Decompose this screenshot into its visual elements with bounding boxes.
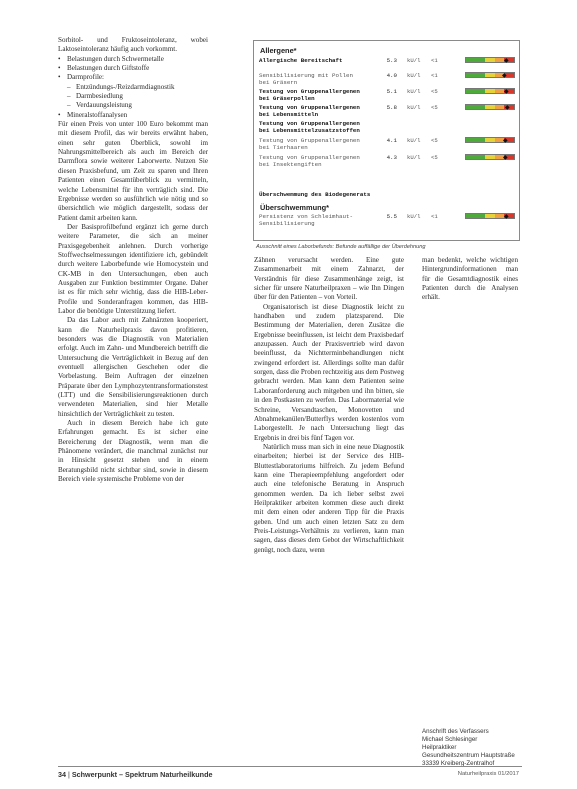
footer-section: Schwerpunkt – Spektrum Naturheilkunde (71, 770, 213, 779)
paragraph: man bedenkt, welche wichtigen Hintergrundinformationen man für die Gesamtdiagnostik eines Patienten durch die Analysen erhält. (422, 256, 518, 302)
paragraph: Da das Labor auch mit Zahnärzten kooperiert, kann die Naturheilpraxis davon profitieren, besonders was die Diagnostik von Materialien erfolgt. Auch im Zahn- und Mundbereich betrifft die Untersuchung die Verträglichkeit in Bezug auf den eventuell allergischen Geschehen oder die Vorbelastung. Beim Auftragen der einzelnen Präparate über den Lymphozytentransformationstest (LTT) und die Sensibilisierungsreaktionen durch verwendeten Materialien, sind hier Metalle hinsichtlich der Verträglichkeit zu testen. (58, 316, 208, 418)
scale-segment (466, 214, 476, 218)
report-row-scale-bar (465, 104, 515, 110)
scale-segment (485, 214, 495, 218)
scale-segment (466, 105, 476, 109)
footer-rule (58, 766, 522, 767)
scale-segment (495, 58, 505, 62)
report-row-unit: kU/l (407, 57, 421, 64)
address-street: Gesundheitszentrum Hauptstraße (422, 752, 515, 759)
author-address (422, 728, 532, 768)
report-row (259, 104, 517, 120)
sub-bullet-item: – Darmbesiedlung (58, 92, 208, 101)
scale-segment (485, 105, 495, 109)
paragraph: Für einen Preis von unter 100 Euro bekommt man mit diesem Profil, das wir bereits erwähnt haben, einen sehr guten Überblick, sowohl im Nahrungsmittelbereich als auch im Bereich der Darmflora sowie weiterer Laborwerte. Nutzen Sie diesen Praxisbefund, um Zeit zu sparen und Ihren Patienten einen Gesamtüberblick zu vermitteln, welche Lebensmittel für ihn verträglich sind. Die Ergebnisse werden so ausführlich wie nötig und so übersichtlich wie möglich dargestellt, sodass der Patient damit arbeiten kann. (58, 120, 208, 222)
scale-segment (485, 89, 495, 93)
address-heading: Anschrift des Verfassers (422, 728, 489, 735)
report-row-scale-bar (465, 137, 515, 143)
bullet-item: • Mineralstoffanalysen (58, 111, 208, 120)
report-row-value: 4.0 (386, 72, 397, 79)
address-city: 33339 Kreiberg-Zentralhof (422, 760, 495, 767)
sub-bullet-item: – Verdauungsleistung (58, 101, 208, 110)
report-row-unit: kU/l (407, 137, 421, 144)
scale-marker-icon: ◆ (505, 104, 510, 111)
scale-segment (476, 155, 486, 159)
bullet-item: • Darmprofile: (58, 73, 208, 82)
bullet-list (58, 55, 208, 120)
report-row-label: Überschwemmung des Biodegenerats (259, 191, 371, 198)
report-row-label: Testung von Gruppenallergenen bei Insektengiften (259, 154, 360, 168)
report-row (259, 72, 517, 88)
scale-segment (476, 105, 486, 109)
report-row-scale-bar (465, 72, 515, 78)
report-row-unit: kU/l (407, 213, 421, 220)
scale-segment (466, 138, 476, 142)
report-row (259, 213, 517, 229)
bullet-item: • Belastungen durch Giftstoffe (58, 64, 208, 73)
report-row-scale-bar (465, 88, 515, 94)
scale-segment (495, 105, 505, 109)
report-row-reference: <1 (431, 57, 438, 64)
report-row-unit: kU/l (407, 88, 421, 95)
address-name: Michael Schlesinger (422, 736, 478, 743)
report-row-reference: <1 (431, 72, 438, 79)
bullet-item: • Belastungen durch Schwermetalle (58, 55, 208, 64)
report-row-label: Testung von Gruppenallergenen bei Lebensmitteln (259, 104, 360, 118)
report-row-value: 5.1 (386, 88, 397, 95)
report-row-scale-bar (465, 57, 515, 63)
scale-segment (476, 58, 486, 62)
scale-segment (495, 89, 505, 93)
report-section-allergene: Allergene* (260, 46, 297, 55)
scale-segment (476, 214, 486, 218)
scale-marker-icon: ◆ (504, 213, 509, 220)
scale-marker-icon: ◆ (503, 137, 508, 144)
scale-marker-icon: ◆ (502, 72, 507, 79)
report-row (259, 57, 517, 73)
paragraph: Zähnen verursacht werden. Eine gute Zusammenarbeit mit einem Zahnarzt, der Verständnis für diese Zusammenhänge zeigt, ist sicher für unsere Naturheilpraxen – wie Ihn Dingen über für den Patienten – von Vorteil. (254, 256, 404, 302)
text-column-right (422, 256, 518, 303)
report-row-unit: kU/l (407, 154, 421, 161)
report-row-value: 4.3 (386, 154, 397, 161)
report-row (259, 191, 517, 207)
report-row-value: 4.1 (386, 137, 397, 144)
report-row-unit: kU/l (407, 72, 421, 79)
report-row (259, 88, 517, 104)
page-number: 34 (58, 770, 66, 779)
report-row-value: 5.5 (386, 213, 397, 220)
report-row (259, 137, 517, 153)
paragraph: Der Basisprofilbefund ergänzt ich gerne durch weitere Parameter, die sich an meiner Praxisgegebenheit anlehnen. Durch vorherige Stoffwechselmessungen identifiziere ich, gebündelt durch weitere Laborbefunde wie Homocystein und CK-MB in den Untersuchungen, eben auch Ausgaben zur Funktion bestimmter Organe. Daher ist es für mich sehr wichtig, dass die HIB-Leber-Profile und Sonderanfragen kommen, das HIB-Labor die benötigte Unterstützung liefert. (58, 222, 208, 315)
scale-segment (466, 89, 476, 93)
report-row-label: Sensibilisierung mit Pollen bei Gräsern (259, 72, 353, 86)
scale-segment (485, 138, 495, 142)
background-watermark (440, 520, 577, 720)
report-row-reference: <5 (431, 104, 438, 111)
scale-segment (485, 58, 495, 62)
report-row-reference: <5 (431, 137, 438, 144)
footer-left: 34 | Schwerpunkt – Spektrum Naturheilkunde (58, 770, 213, 779)
lab-report-figure (253, 40, 520, 241)
report-row-label: Allergische Bereitschaft (259, 57, 343, 64)
report-row-label: Testung von Gruppenallergenen bei Lebensmittelzusatzstoffen (259, 120, 360, 134)
report-row-unit: kU/l (407, 104, 421, 111)
scale-segment (495, 214, 505, 218)
scale-segment (466, 58, 476, 62)
report-row-value: 5.8 (386, 104, 397, 111)
report-row-value: 5.3 (386, 57, 397, 64)
report-row-reference: <1 (431, 213, 438, 220)
scale-segment (466, 73, 476, 77)
sub-bullet-item: – Entzündungs-/Reizdarmdiagnostik (58, 83, 208, 92)
report-row-label: Persistenz von Schleimhaut- Sensibilisierung (259, 213, 353, 227)
footer-journal: Naturheilpraxis 01/2017 (457, 771, 519, 777)
paragraph: Auch in diesem Bereich habe ich gute Erfahrungen gemacht. Es ist sicher eine Bereicherung der Diagnostik, wenn man die Phänomene verändert, die manchmal zunächst nur in Hinsicht gesetzt stehen und in einem Beratungsbild nicht sichtbar sind, sowie in diesem Bereich viele systemische Probleme von der (58, 419, 208, 484)
scale-marker-icon: ◆ (503, 154, 508, 161)
report-row-reference: <5 (431, 154, 438, 161)
scale-segment (485, 73, 495, 77)
text-column-left (58, 36, 208, 485)
scale-marker-icon: ◆ (504, 88, 509, 95)
report-row (259, 120, 517, 136)
scale-segment (476, 138, 486, 142)
report-row-label: Testung von Gruppenallergenen bei Gräserpollen (259, 88, 360, 102)
scale-segment (485, 155, 495, 159)
report-row-scale-bar (465, 213, 515, 219)
scale-segment (476, 89, 486, 93)
paragraph: Organisatorisch ist diese Diagnostik leicht zu handhaben und zudem platzsparend. Die Bestimmung der Materialien, deren Zusätze die Ergebnisse beeinflussen, ist leicht dem Praxisbedarf anzupassen. Auch der Praxisvertrieb wird davon beeinflusst, da Nichtterminbehandlungen nicht zwingend erfordert ist. Allerdings sollte man dafür sorgen, dass die Proben rechtzeitig aus dem Postweg gebracht werden. Man kann dem Patienten seine Laboranforderung auch mitgeben und ihn bitten, sie in den Postkasten zu werfen. Das Labormaterial wie Schreine, Versandtaschen, Monovetten und Abnahmekanülen/Butterflys werden kostenlos vom Laborgestellt. Je nach Untersuchung liegt das Ergebnis in drei bis fünf Tagen vor. (254, 302, 404, 442)
paragraph: Natürlich muss man sich in eine neue Diagnostik einarbeiten; hierbei ist der Service des HIB-Bluttestlaboratoriums hilfreich. Zu jedem Befund kann eine Therapieempfehlung angefordert oder auch eine telefonische Beratung in Anspruch genommen werden. Da ich lieber selbst zwei Heilpraktiker arbeiten kommen diese auch direkt mit dem einen oder anderen Tipp für die Praxis geben. Und um auch einen letzten Satz zu dem Preis-Leistungs-Verhältnis zu verlieren, kann man sagen, dass dieses dem Gebot der Wirtschaftlichkeit genügt, noch dazu, wenn (254, 442, 404, 554)
address-title: Heilpraktiker (422, 744, 457, 751)
scale-marker-icon: ◆ (504, 57, 509, 64)
text-column-middle (254, 256, 404, 555)
report-row (259, 154, 517, 170)
report-row-scale-bar (465, 154, 515, 160)
report-row-reference: <5 (431, 88, 438, 95)
figure-caption: Ausschnitt eines Laborbefunds: Befunde auffällige der Überdehnung (256, 244, 426, 250)
scale-segment (476, 73, 486, 77)
scale-segment (466, 155, 476, 159)
paragraph: Sorbitol- und Fruktoseintoleranz, wobei Laktoseintoleranz häufig auch vorkommt. (58, 36, 208, 54)
report-row-label: Testung von Gruppenallergenen bei Tierhaaren (259, 137, 360, 151)
report-section-ueberschwemmung: Überschwemmung* (260, 203, 329, 212)
